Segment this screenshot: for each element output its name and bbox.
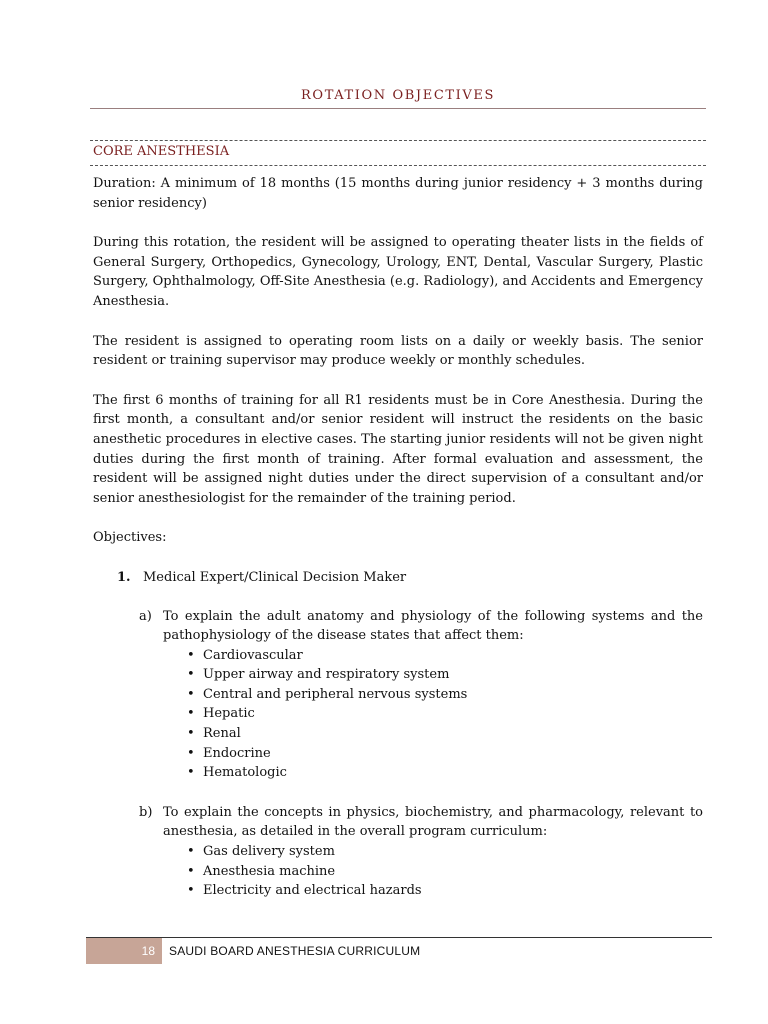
list-item: • Central and peripheral nervous systems (203, 685, 703, 705)
header-divider (90, 108, 706, 109)
sub-objective-text: To explain the concepts in physics, biochemistry, and pharmacology, relevant to anesthesia, as detailed in the overall program curriculum: (163, 804, 703, 840)
objective-item (117, 568, 703, 588)
bullet-icon: • (187, 883, 195, 899)
list-item: • Upper airway and respiratory system (203, 665, 703, 685)
bullet-icon: • (187, 863, 195, 879)
bullet-icon: • (187, 765, 195, 781)
bullet-icon: • (187, 726, 195, 742)
section-title: CORE ANESTHESIA (93, 144, 230, 159)
footer-title: SAUDI BOARD ANESTHESIA CURRICULUM (169, 944, 421, 958)
body-content (93, 174, 703, 901)
page-number: 18 (86, 938, 162, 964)
bullet-icon: • (187, 686, 195, 702)
sub-objective-text: To explain the adult anatomy and physiology of the following systems and the pathophysiology of the disease states that affect them: (163, 608, 703, 644)
schedule-paragraph: The resident is assigned to operating room lists on a daily or weekly basis. The senior resident or training supervisor may produce weekly or monthly schedules. (93, 333, 703, 369)
list-item: • Anesthesia machine (203, 862, 703, 882)
bullet-icon: • (187, 667, 195, 683)
objectives-label: Objectives: (93, 530, 167, 546)
list-item: • Hepatic (203, 704, 703, 724)
bullet-icon: • (187, 745, 195, 761)
objective-title: Medical Expert/Clinical Decision Maker (143, 569, 407, 585)
list-item: • Endocrine (203, 744, 703, 764)
section-heading-bar (90, 140, 706, 166)
bullet-icon: • (187, 844, 195, 860)
sub-objective-a (139, 607, 703, 783)
list-item: • Cardiovascular (203, 646, 703, 666)
duration-paragraph: Duration: A minimum of 18 months (15 months during junior residency + 3 months during senior residency) (93, 176, 703, 211)
list-item: • Hematologic (203, 763, 703, 783)
training-paragraph: The first 6 months of training for all R1 residents must be in Core Anesthesia. During the first month, a consultant and/or senior resident will instruct the residents on the basic anesthetic procedures in elective cases. The starting junior residents will not be given night duties during the first month of training. After formal evaluation and assessment, the resident will be assigned night duties under the direct supervision of a consultant and/or senior anesthesiologist for the remainder of the training period. (93, 392, 703, 506)
bullet-icon: • (187, 706, 195, 722)
page-header-title: ROTATION OBJECTIVES (301, 88, 495, 103)
bullet-list (163, 842, 703, 901)
sub-objective-b (139, 803, 703, 901)
sub-objective-letter: a) (139, 608, 152, 624)
bullet-list (163, 646, 703, 783)
list-item: • Gas delivery system (203, 842, 703, 862)
list-item: • Renal (203, 724, 703, 744)
sub-objective-letter: b) (139, 804, 153, 820)
objective-number: 1. (117, 569, 131, 585)
bullet-icon: • (187, 647, 195, 663)
rotation-paragraph: During this rotation, the resident will be assigned to operating theater lists in the fields of General Surgery, Orthopedics, Gynecology, Urology, ENT, Dental, Vascular Surgery, Plastic Surgery, Ophthalmology, Off-Site Anesthesia (e.g. Radiology), and Accidents and Emergency Anesthesia. (93, 235, 703, 309)
list-item: • Electricity and electrical hazards (203, 881, 703, 901)
